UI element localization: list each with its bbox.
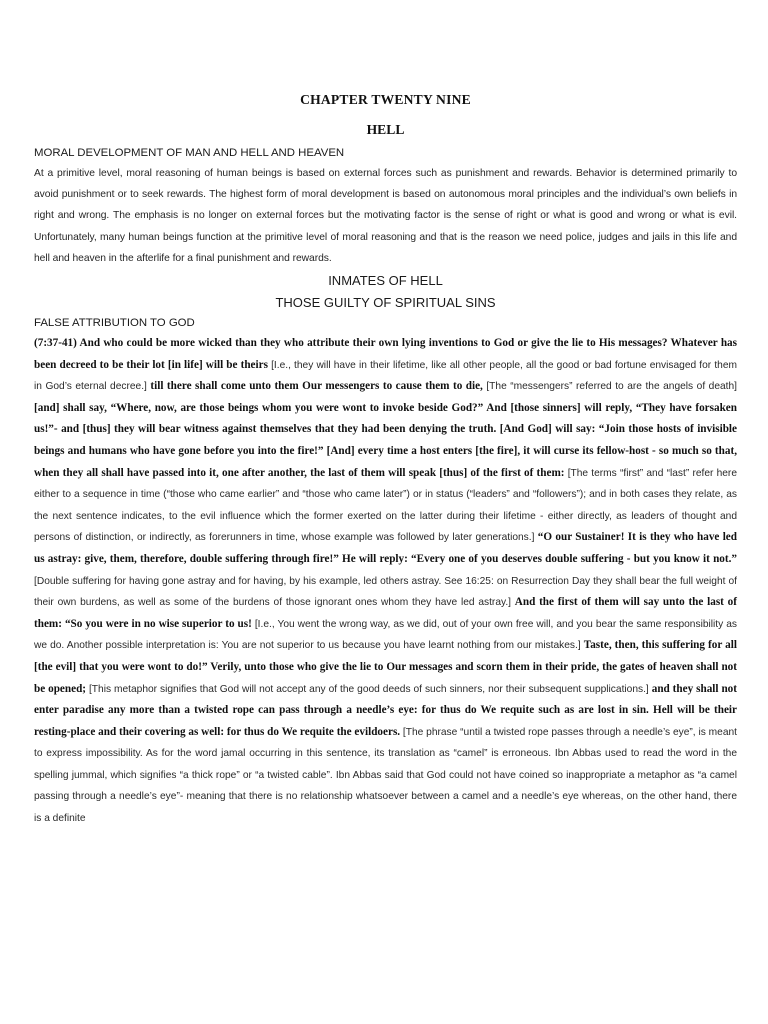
commentary-text: [Double suffering for having gone astray and for having, by his example, led others astray. See 16:25: on Resurrection Day they shall bear the full weight of their own burdens, as well as some of the burdens of those ignorant ones whom they have led astray.] [34, 575, 737, 609]
verse-text: “O our Sustainer! It is they who have led us astray: give, them, therefore, double suffering through fire!” He will reply: “Every one of you deserves double suffering - but you know it not.” [34, 531, 737, 565]
heading-spiritual-sins: THOSE GUILTY OF SPIRITUAL SINS [275, 295, 496, 311]
verse-text: till there shall come unto them Our messengers to cause them to die, [150, 380, 487, 393]
commentary-text: [I.e., You went the wrong way, as we did, out of your own free will, and you bear the same responsibility as we do. Another possible interpretation is: You are not superior to us because you have learnt nothing from our mistakes.] [34, 618, 737, 652]
commentary-text: [This metaphor signifies that God will not accept any of the good deeds of such sinners, nor their subsequent supplications.] [88, 683, 652, 695]
verse-text: and they shall not enter paradise any more than a twisted rope can pass through a needle’s eye: for thus do We requite such as are lost in sin. Hell will be their resting-place and their covering as well: for thus do We requite the evildoers. [34, 682, 737, 738]
verse-text: (7:37-41) And who could be more wicked than they who attribute their own lying inventions to God or give the lie to His messages? Whatever has been decreed to be their lot [in life] will be theirs [34, 337, 737, 371]
heading-inmates-of-hell: INMATES OF HELL [328, 273, 443, 289]
section-heading-moral-development: MORAL DEVELOPMENT OF MAN AND HELL AND HEAVEN [34, 147, 345, 159]
commentary-text: [I.e., they will have in their lifetime, like all other people, all the good or bad fortune envisaged for them in God’s eternal decree.] [34, 359, 737, 393]
moral-development-paragraph: At a primitive level, moral reasoning of human beings is based on external forces such as punishment and rewards. Behavior is determined primarily to avoid punishment or to seek rewards. The highest form of moral development is based on autonomous moral principles and the individual’s own beliefs in right and wrong. The emphasis is no longer on external forces but the motivating factor is the sense of right or what is good and wrong or what is evil. Unfortunately, many human beings function at the primitive level of moral reasoning and that is the reason we need police, judges and jails in this life and hell and heaven in the afterlife for a final punishment and rewards. [34, 168, 737, 264]
chapter-subtitle: HELL [366, 122, 405, 137]
verse-text: [and] shall say, “Where, now, are those beings whom you were wont to invoke beside God?” And [those sinners] will reply, “They have forsaken us!”- and [thus] they will bear witness against themselves that they had been denying the truth. [And God] will say: “Join those hosts of invisible beings and humans who have gone before you into the fire!” [And] every time a host enters [the fire], it will curse its fellow-host - so much so that, when they all shall have passed into it, one after another, the last of them will speak [thus] of the first of them: [34, 401, 737, 479]
document-page [34, 90, 737, 830]
verse-text: Taste, then, this suffering for all [the evil] that you were wont to do!” Verily, unto those who give the lie to Our messages and scorn them in their pride, the gates of heaven shall not be opened; [34, 639, 737, 695]
commentary-text: [The terms “first” and “last” refer here either to a sequence in time (“those who came earlier” and “those who came later”) or in status (“leaders” and “followers”); and in both cases they relate, as the next sentence indicates, to the evil influence which the former exerted on the latter during their lifetime - either directly, as leaders of thought and persons of distinction, or indirectly, as forerunners in time, whose example was followed by later generations.] [34, 467, 737, 544]
verse-paragraph [34, 333, 737, 830]
verse-text: And the first of them will say unto the last of them: “So you were in no wise superior to us! [34, 596, 737, 630]
commentary-text: [The phrase “until a twisted rope passes through a needle’s eye”, is meant to express impossibility. As for the word jamal occurring in this sentence, its translation as “camel” is erroneous. Ibn Abbas used to read the word in the spelling jummal, which signifies “a thick rope” or “a twisted cable”. Ibn Abbas said that God could not have coined so inappropriate a metaphor as “a camel passing through a needle’s eye”- meaning that there is no relationship whatsoever between a camel and a needle’s eye whereas, on the other hand, there is a definite [34, 726, 737, 825]
chapter-title: CHAPTER TWENTY NINE [300, 92, 471, 107]
section-heading-false-attribution: FALSE ATTRIBUTION TO GOD [34, 317, 195, 330]
commentary-text: [The “messengers” referred to are the angels of death] [486, 381, 738, 393]
